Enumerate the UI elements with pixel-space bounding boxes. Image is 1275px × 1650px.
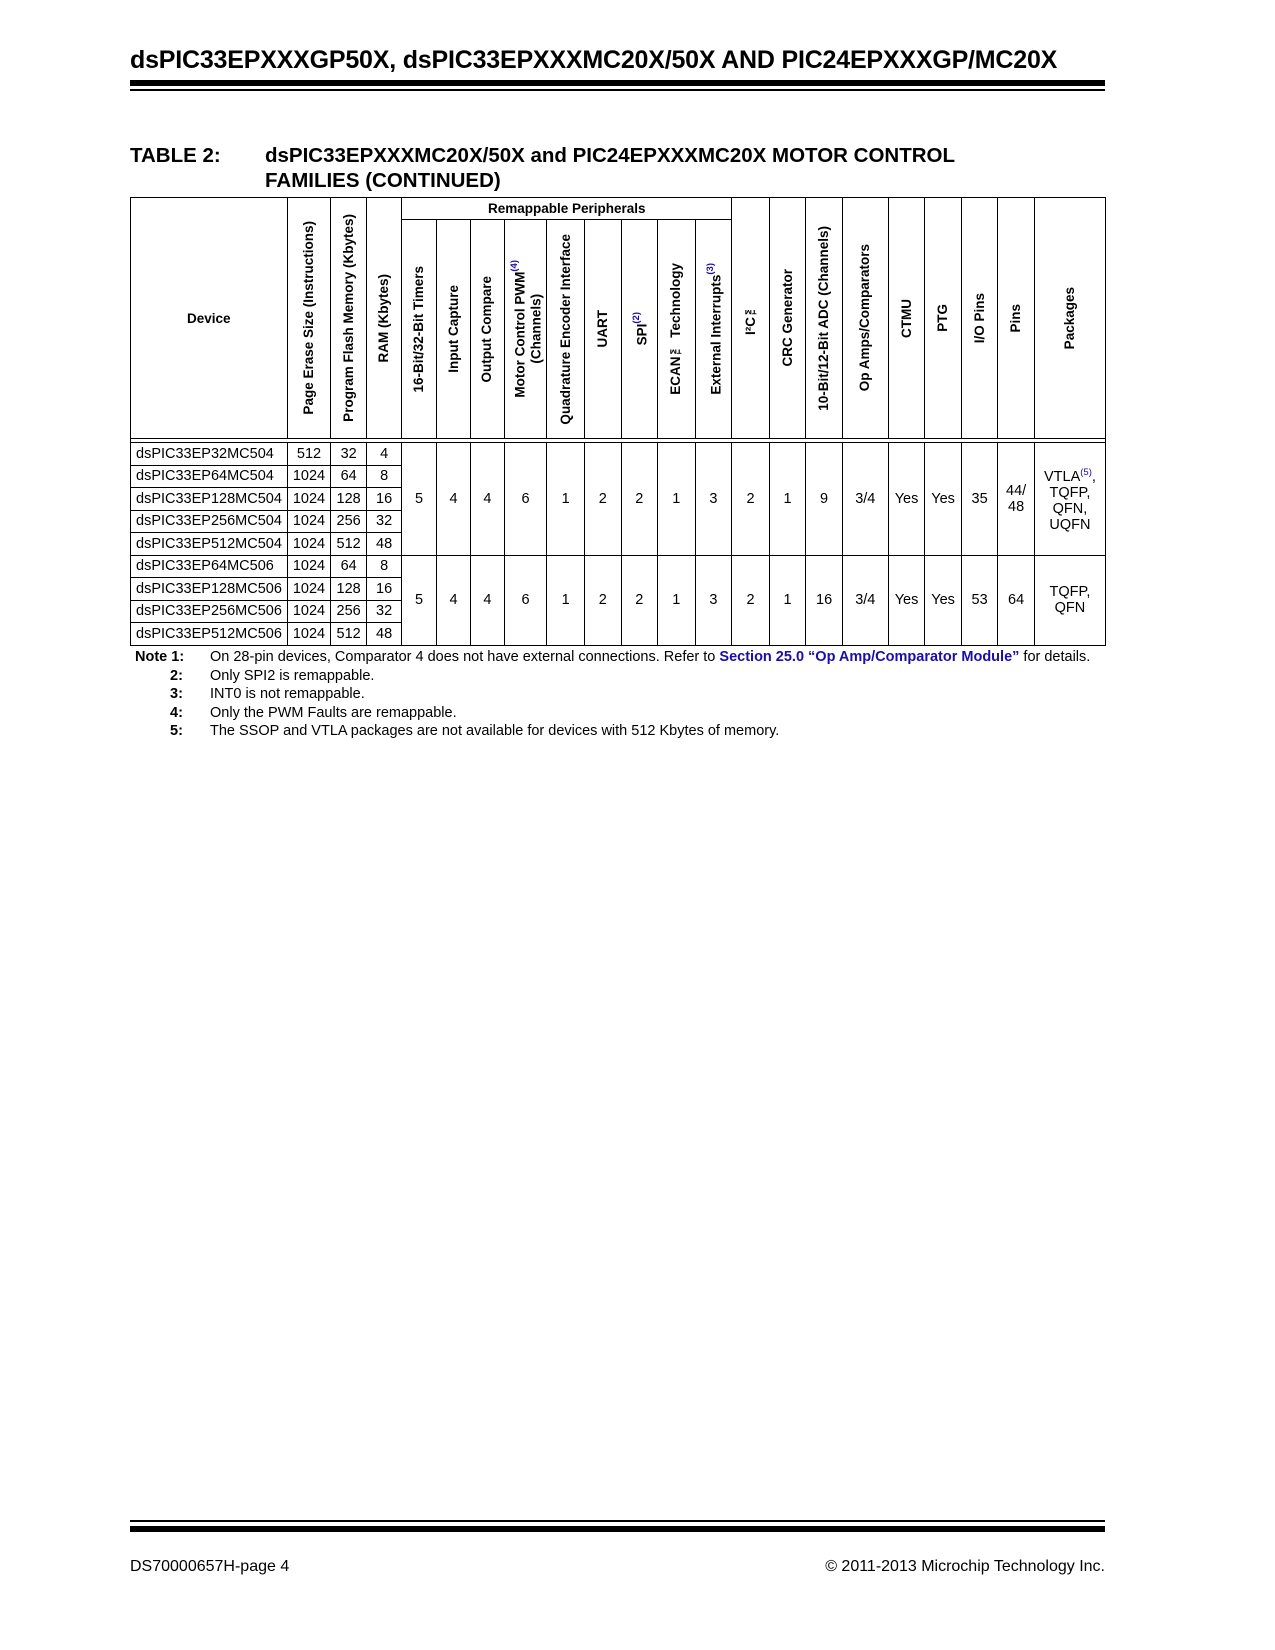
col-input-capture: Input Capture	[436, 220, 470, 439]
col-ram: RAM (Kbytes)	[366, 198, 401, 439]
document-header-title: dsPIC33EPXXXGP50X, dsPIC33EPXXXMC20X/50X AND PIC24EPXXXGP/MC20X	[130, 46, 1058, 74]
col-spi: SPI$^{(2)}$	[621, 220, 658, 439]
col-qei: Quadrature Encoder Interface	[547, 220, 585, 439]
footer-copyright: © 2011-2013 Microchip Technology Inc.	[825, 1558, 1105, 1575]
footer-rule-thick	[130, 1526, 1105, 1532]
device-feature-table	[130, 197, 1106, 646]
col-op-amps: Op Amps/Comparators	[842, 198, 888, 439]
col-i2c: I²C™	[732, 198, 770, 439]
remappable-peripherals-header: Remappable Peripherals	[402, 198, 732, 220]
col-packages: Packages	[1034, 198, 1105, 439]
table-row: dsPIC33EP64MC504 1024 64 8	[131, 465, 1106, 488]
col-ecan: ECAN™ Technology	[658, 220, 696, 439]
table-row: dsPIC33EP128MC504 1024 128 16	[131, 488, 1106, 511]
col-io-pins: I/O Pins	[961, 198, 998, 439]
section-link-op-amp[interactable]: Section 25.0 “Op Amp/Comparator Module”	[719, 649, 1020, 665]
col-page-erase: Page Erase Size (Instructions)	[287, 198, 331, 439]
header-rule-thin	[130, 89, 1105, 91]
table-row: dsPIC33EP32MC504 512 32 4 5 4 4 6 1 2 2 1 3 2 1 9 3/4 Yes Yes 35 44/ 48 VTLA$^{(5)}$, TQFP, QFN, UQFN	[131, 443, 1106, 466]
col-external-interrupts: External Interrupts$^{(3)}$	[695, 220, 732, 439]
col-ptg: PTG	[925, 198, 962, 439]
footnote-ref-2: (2)	[630, 312, 642, 324]
col-device: Device	[131, 198, 288, 439]
col-uart: UART	[584, 220, 621, 439]
col-ctmu: CTMU	[888, 198, 925, 439]
packages-cell: VTLA$^{(5)}$, TQFP, QFN, UQFN	[1034, 443, 1105, 556]
col-program-flash: Program Flash Memory (Kbytes)	[331, 198, 366, 439]
col-motor-control-pwm: Motor Control PWM$^{(4)}$ (Channels)	[504, 220, 547, 439]
table-label: TABLE 2:	[130, 144, 221, 167]
footer-doc-id: DS70000657H-page 4	[130, 1558, 290, 1575]
table-row: dsPIC33EP512MC504 1024 512 48	[131, 533, 1106, 556]
col-adc: 10-Bit/12-Bit ADC (Channels)	[806, 198, 843, 439]
col-crc-generator: CRC Generator	[769, 198, 806, 439]
header-rule-thick	[130, 80, 1105, 86]
footer-rule-thin	[130, 1520, 1105, 1522]
col-pins: Pins	[998, 198, 1035, 439]
table-row: dsPIC33EP64MC506 1024 64 8 5 4 4 6 1 2 2 1 3 2 1 16 3/4 Yes Yes 53 64 TQFP, QFN	[131, 555, 1106, 578]
footnote-ref-3: (3)	[704, 263, 716, 275]
table-row: dsPIC33EP256MC504 1024 256 32	[131, 510, 1106, 533]
packages-cell: TQFP, QFN	[1034, 555, 1105, 645]
col-timers: 16-Bit/32-Bit Timers	[402, 220, 436, 439]
table-row: dsPIC33EP128MC506 1024 128 16	[131, 578, 1106, 601]
footnote-ref-5: (5)	[1080, 466, 1092, 478]
col-output-compare: Output Compare	[471, 220, 504, 439]
footnote-ref-4: (4)	[508, 260, 520, 272]
table-row: dsPIC33EP256MC506 1024 256 32	[131, 600, 1106, 623]
table-row: dsPIC33EP512MC506 1024 512 48	[131, 623, 1106, 646]
table-title: dsPIC33EPXXXMC20X/50X and PIC24EPXXXMC20X MOTOR CONTROL FAMILIES (CONTINUED)	[265, 144, 955, 192]
